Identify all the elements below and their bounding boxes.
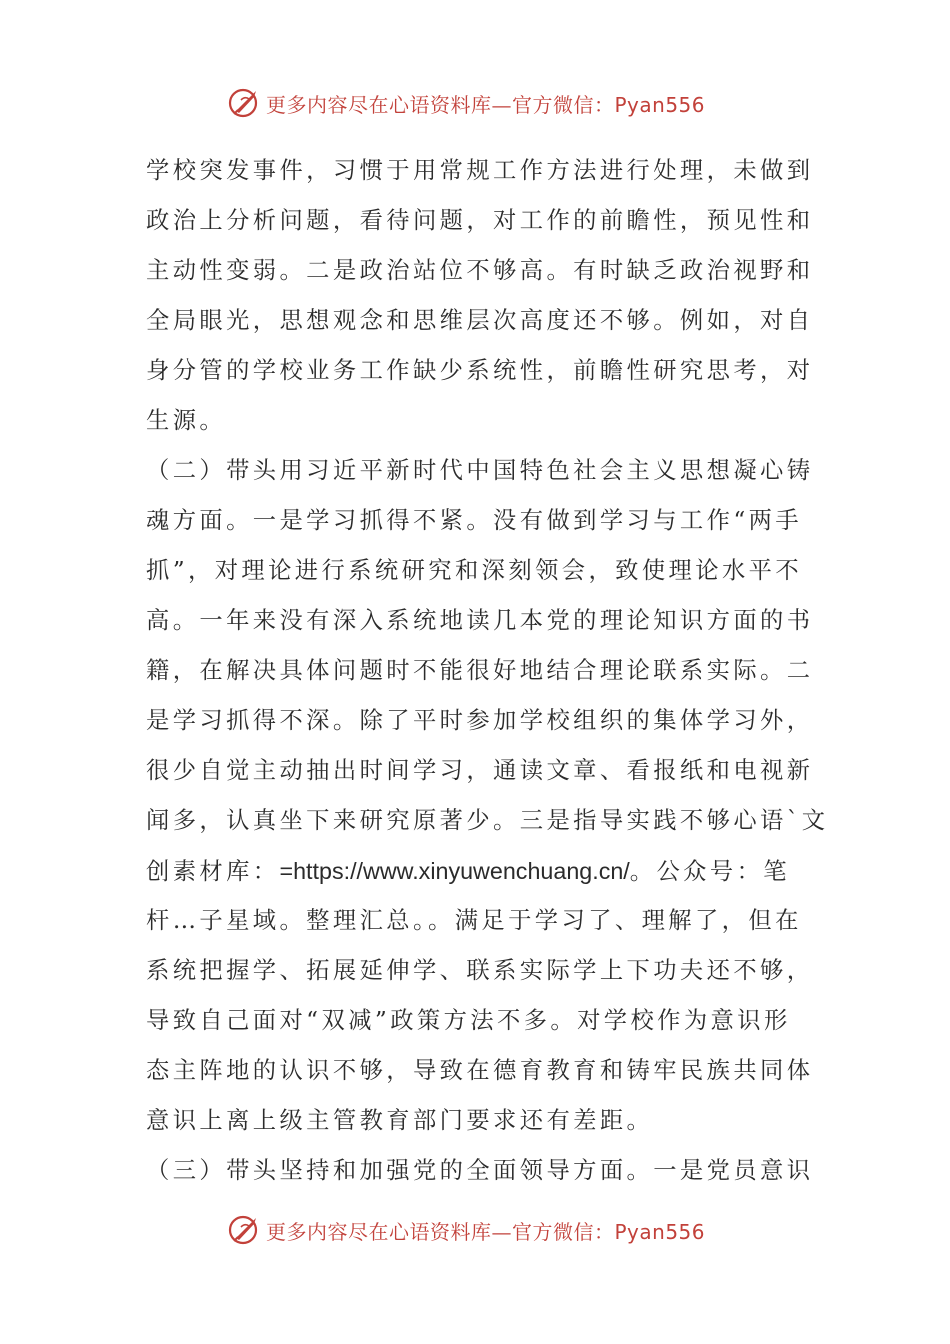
header-banner bbox=[228, 86, 705, 120]
text-line: 导致自己面对“双减”政策方法不多。对学校作为意识形 bbox=[146, 1007, 791, 1034]
url-suffix: 。公众号：笔 bbox=[629, 858, 790, 885]
document-body bbox=[146, 146, 829, 1196]
url-prefix: 创素材库： bbox=[146, 858, 280, 885]
text-line: 政治上分析问题，看待问题，对工作的前瞻性，预见性和 bbox=[146, 207, 814, 234]
text-line: 抓”，对理论进行系统研究和深刻领会，致使理论水平不 bbox=[146, 557, 803, 584]
text-line: 意识上离上级主管教育部门要求还有差距。 bbox=[146, 1107, 654, 1134]
website-url: =https://www.xinyuwenchuang.cn/ bbox=[279, 858, 630, 884]
text-line: 闻多，认真坐下来研究原著少。三是指导实践不够心语`文 bbox=[146, 807, 829, 834]
footer-banner bbox=[228, 1213, 705, 1247]
pen-logo-icon bbox=[228, 86, 262, 120]
header-banner-text: 更多内容尽在心语资料库—官方微信：Pyan556 bbox=[266, 92, 706, 117]
text-line: 杆…子星域。整理汇总。。满足于学习了、理解了，但在 bbox=[146, 907, 802, 934]
text-line: 态主阵地的认识不够，导致在德育教育和铸牢民族共同体 bbox=[146, 1057, 814, 1084]
footer-wechat-id: Pyan556 bbox=[614, 1219, 706, 1244]
url-line bbox=[146, 846, 808, 896]
text-line: 高。一年来没有深入系统地读几本党的理论知识方面的书 bbox=[146, 607, 814, 634]
text-line: 生源。 bbox=[146, 407, 227, 434]
text-line: 很少自觉主动抽出时间学习，通读文章、看报纸和电视新 bbox=[146, 757, 814, 784]
text-line: 籍，在解决具体问题时不能很好地结合理论联系实际。二 bbox=[146, 657, 814, 684]
text-line: 全局眼光，思想观念和思维层次高度还不够。例如，对自 bbox=[146, 307, 814, 334]
header-wechat-id: Pyan556 bbox=[614, 92, 706, 117]
section-heading-line: （三）带头坚持和加强党的全面领导方面。一是党员意识 bbox=[146, 1157, 814, 1184]
text-line: 魂方面。一是学习抓得不紧。没有做到学习与工作“两手 bbox=[146, 507, 803, 534]
pen-logo-icon bbox=[228, 1213, 262, 1247]
text-line: 学校突发事件，习惯于用常规工作方法进行处理，未做到 bbox=[146, 157, 814, 184]
text-line: 身分管的学校业务工作缺少系统性，前瞻性研究思考，对 bbox=[146, 357, 814, 384]
text-line: 主动性变弱。二是政治站位不够高。有时缺乏政治视野和 bbox=[146, 257, 814, 284]
footer-banner-text: 更多内容尽在心语资料库—官方微信：Pyan556 bbox=[266, 1219, 706, 1244]
section-heading-line: （二）带头用习近平新时代中国特色社会主义思想凝心铸 bbox=[146, 457, 814, 484]
text-line: 系统把握学、拓展延伸学、联系实际学上下功夫还不够， bbox=[146, 957, 814, 984]
text-line: 是学习抓得不深。除了平时参加学校组织的集体学习外， bbox=[146, 707, 814, 734]
